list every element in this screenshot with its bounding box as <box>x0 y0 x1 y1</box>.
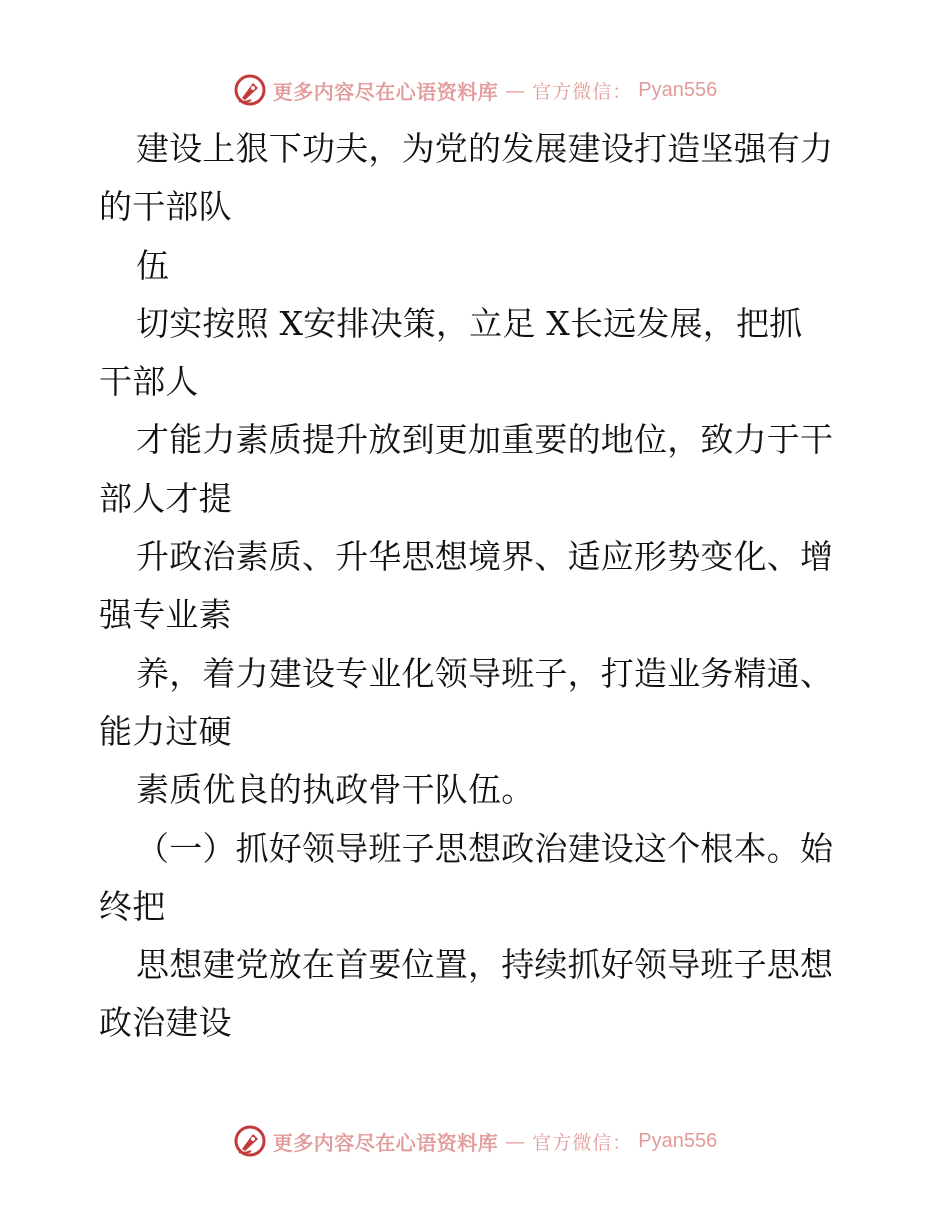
text-line: 政治建设 <box>99 1003 232 1043</box>
text-line: 的干部队 <box>99 187 232 227</box>
text-line: 干部人 <box>99 362 199 402</box>
body-text <box>99 120 859 1053</box>
footer-wechat-label: 官方微信： <box>532 1131 633 1154</box>
header-dash: — <box>505 78 526 102</box>
footer-site-text: 更多内容尽在心语资料库 <box>272 1130 499 1155</box>
text-line: 养，着力建设专业化领导班子，打造业务精通、 <box>136 653 834 693</box>
header-wechat-id: Pyan556 <box>638 78 718 101</box>
text-line: 思想建党放在首要位置，持续抓好领导班子思想 <box>136 945 834 985</box>
text-line: 伍 <box>136 245 170 285</box>
text-line: 能力过硬 <box>99 711 232 751</box>
text-line: 素质优良的执政骨干队伍。 <box>136 770 535 810</box>
header-banner <box>0 70 950 110</box>
text-line: 建设上狠下功夫，为党的发展建设打造坚强有力 <box>136 129 834 168</box>
text-line: 强专业素 <box>99 595 232 635</box>
footer-wechat-id: Pyan556 <box>638 1129 718 1152</box>
header-wechat-label: 官方微信： <box>532 80 633 103</box>
footer-banner <box>0 1121 950 1161</box>
header-site-text: 更多内容尽在心语资料库 <box>272 79 499 104</box>
text-line: 部人才提 <box>99 478 232 518</box>
pen-nib-logo-icon <box>233 73 267 107</box>
text-line: 升政治素质、升华思想境界、适应形势变化、增 <box>136 537 834 577</box>
text-line: 终把 <box>99 886 166 926</box>
text-line: （一）抓好领导班子思想政治建设这个根本。始 <box>136 828 834 868</box>
footer-dash: — <box>505 1129 526 1153</box>
text-line: 才能力素质提升放到更加重要的地位，致力于干 <box>136 420 834 460</box>
pen-nib-logo-icon <box>233 1124 267 1158</box>
text-line: 切实按照 X安排决策，立足 X长远发展，把抓 <box>136 303 803 343</box>
